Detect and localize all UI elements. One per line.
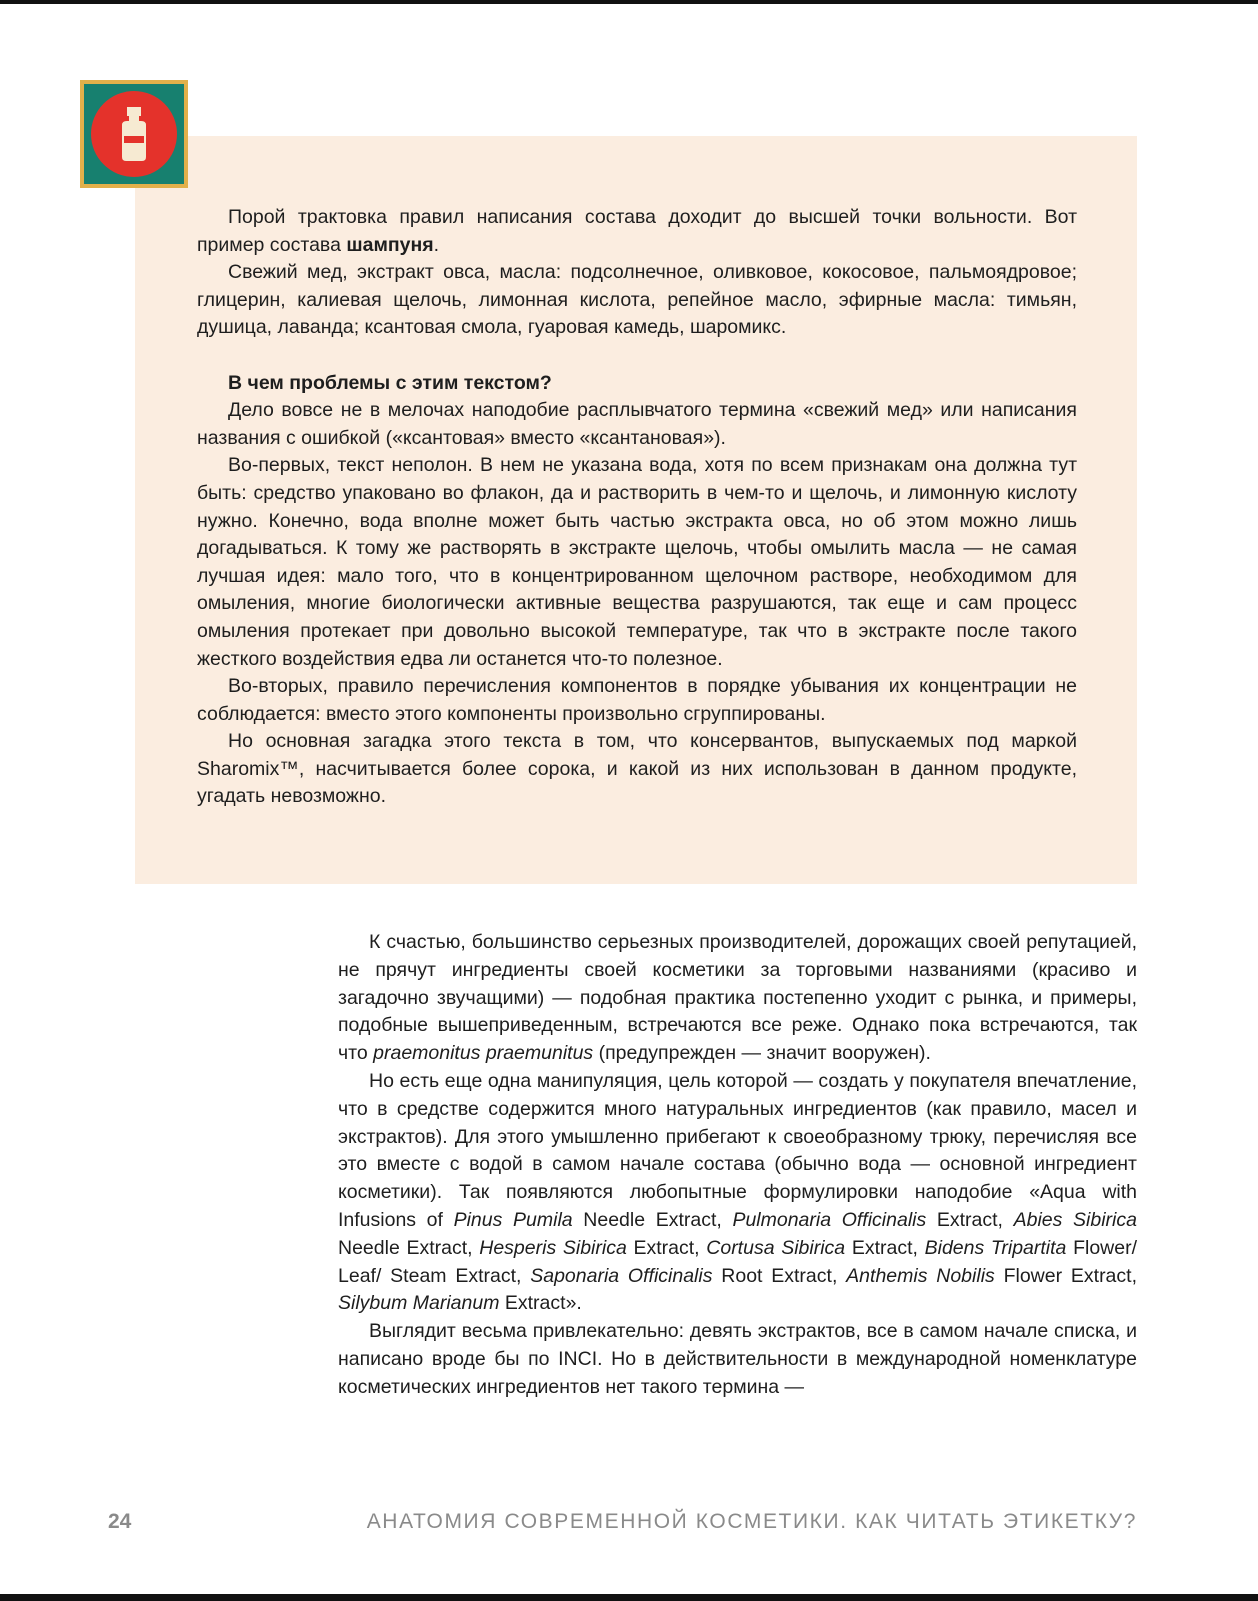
callout-text	[197, 204, 1077, 811]
spacer	[197, 342, 1077, 370]
body-paragraph: Выглядит весьма привлекательно: девять экстрактов, все в самом начале списка, и написано вроде бы по INCI. Но в действительности в международной номенклатуре косметических ингредиентов нет такого термина —	[338, 1320, 1137, 1398]
page-number: 24	[108, 1510, 132, 1533]
callout-paragraph: Во-вторых, правило перечисления компонентов в порядке убывания их концентрации не соблюдается: вместо этого компоненты произвольно сгруппированы.	[197, 675, 1077, 725]
callout-badge	[80, 80, 188, 188]
body-text	[338, 929, 1137, 1402]
body-paragraph: Но есть еще одна манипуляция, цель которой — создать у покупателя впечатление, что в средстве содержится много натуральных ингредиентов (как правило, масел и экстрактов). Для этого умышленно прибегают к своеобразному трюку, перечисляя все это вместе с водой в самом начале состава (обычно вода — основной ингредиент косметики). Так появляются любопытные формулировки наподобие «Aqua with Infusions of Pinus Pumila Needle Extract, Pulmonaria Officinalis Extract, Abies Sibirica Needle Extract, Hesperis Sibirica Extract, Cortusa Sibirica Extract, Bidens Tripartita Flower/ Leaf/ Steam Extract, Saponaria Officinalis Root Extract, Anthemis Nobilis Flower Extract, Silybum Marianum Extract».	[338, 1069, 1138, 1315]
callout-paragraph: Порой трактовка правил написания состава доходит до высшей точки вольности. Вот пример состава шампуня.	[197, 206, 1077, 256]
latin-phrase: praemonitus praemunitus	[373, 1042, 594, 1065]
body-paragraph: К счастью, большинство серьезных производителей, дорожащих своей репутацией, не прячут ингредиенты своей косметики за торговыми названиями (красиво и загадочно звучащими) — подобная практика постепенно уходит с рынка, и примеры, подобные вышеприведенным, встречаются все реже. Однако пока встречаются, так что praemonitus praemunitus (предупрежден — значит вооружен).	[338, 931, 1137, 1065]
bottle-icon	[91, 91, 177, 177]
top-rule	[0, 0, 1258, 4]
product-name: шампуня	[346, 233, 434, 256]
callout-paragraph: Дело вовсе не в мелочах наподобие расплывчатого термина «свежий мед» или написания названия с ошибкой («ксантовая» вместо «ксантановая»).	[197, 399, 1077, 449]
callout-paragraph: Но основная загадка этого текста в том, что консервантов, выпускаемых под маркой Sharomix™, насчитывается более сорока, и какой из них использован в данном продукте, угадать невозможно.	[197, 730, 1077, 808]
running-title: АНАТОМИЯ СОВРЕМЕННОЙ КОСМЕТИКИ. КАК ЧИТАТЬ ЭТИКЕТКУ?	[366, 1510, 1137, 1533]
callout-question: В чем проблемы с этим текстом?	[228, 371, 552, 394]
ingredient-list: Свежий мед, экстракт овса, масла: подсолнечное, оливковое, кокосовое, пальмоядровое; глицерин, калиевая щелочь, лимонная кислота, репейное масло, эфирные масла: тимьян, душица, лаванда; ксантовая смола, гуаровая камедь, шаромикс.	[197, 261, 1077, 339]
badge-background	[84, 84, 184, 184]
callout-paragraph: Во-первых, текст неполон. В нем не указана вода, хотя по всем признакам она должна тут быть: средство упаковано во флакон, да и растворить в чем-то и щелочь, и лимонную кислоту нужно. Конечно, вода вполне может быть частью экстракта овса, но об этом можно лишь догадываться. К тому же растворять в экстракте щелочь, чтобы омылить масла — не самая лучшая идея: мало того, что в концентрированном щелочном растворе, необходимом для омыления, многие биологически активные вещества разрушаются, так еще и сам процесс омыления протекает при довольно высокой температуре, так что в экстракте после такого жесткого воздействия едва ли останется что-то полезное.	[197, 454, 1077, 670]
bottom-rule	[0, 1594, 1258, 1601]
badge-circle	[91, 91, 177, 177]
callout-box	[135, 136, 1137, 884]
